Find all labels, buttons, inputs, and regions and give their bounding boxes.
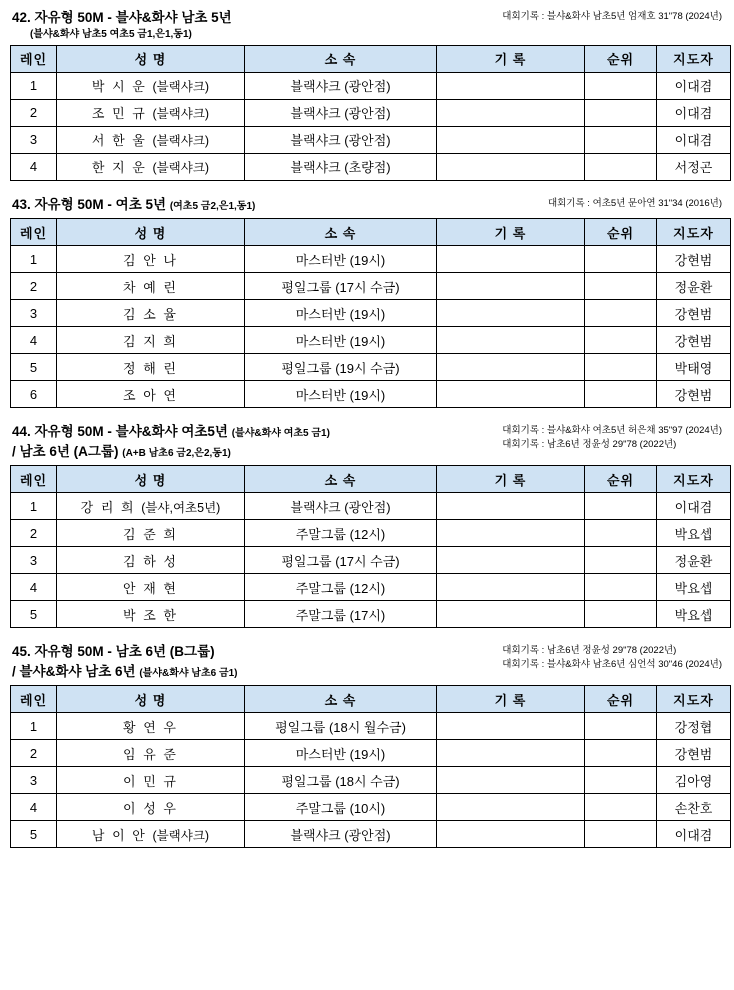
event-titles — [12, 8, 490, 41]
cell-lane: 3 — [11, 547, 57, 574]
table-header-row — [11, 45, 731, 72]
swimmer-name-note: (블랙샤크) — [152, 80, 210, 95]
cell-lane: 6 — [11, 381, 57, 408]
event-block — [10, 422, 724, 628]
cell-record — [437, 300, 585, 327]
event-header — [10, 8, 724, 45]
event-title-line2-text: / 블샤&화샤 남초 6년 — [12, 663, 136, 679]
swimmer-name: 조 아 연 — [123, 387, 178, 403]
event-title-line2-suffix: (블샤&화샤 남초6 금1) — [139, 667, 238, 679]
cell-team: 블랙샤크 (광안점) — [245, 126, 437, 153]
cell-name — [57, 381, 245, 408]
cell-team: 평일그룹 (17시 수금) — [245, 273, 437, 300]
swimmer-name: 김 지 희 — [123, 333, 178, 349]
event-titles — [12, 422, 490, 461]
table-row — [11, 153, 731, 180]
cell-coach: 박요셉 — [657, 601, 731, 628]
cell-lane: 5 — [11, 821, 57, 848]
cell-name — [57, 327, 245, 354]
cell-team: 평일그룹 (18시 수금) — [245, 767, 437, 794]
swimmer-name-note: (블랙샤크) — [152, 134, 210, 149]
swimmer-name-note: (블샤,여초5년) — [141, 500, 221, 515]
table-row — [11, 740, 731, 767]
swimmer-name: 황 연 우 — [123, 719, 178, 735]
cell-name — [57, 547, 245, 574]
column-header-lane: 레인 — [11, 45, 57, 72]
roster-table — [10, 685, 731, 848]
meet-record-list — [490, 642, 722, 672]
event-title — [12, 195, 536, 215]
cell-rank — [585, 246, 657, 273]
cell-lane: 1 — [11, 713, 57, 740]
cell-lane: 4 — [11, 574, 57, 601]
swimmer-name: 박 조 한 — [123, 607, 178, 623]
column-header-record: 기 록 — [437, 219, 585, 246]
swimmer-name: 김 하 성 — [123, 553, 178, 569]
cell-coach: 박요셉 — [657, 520, 731, 547]
cell-name — [57, 72, 245, 99]
swimmer-name: 정 해 린 — [123, 360, 178, 376]
column-header-record: 기 록 — [437, 466, 585, 493]
swimmer-name-note: (블랙샤크) — [152, 828, 210, 843]
column-header-lane: 레인 — [11, 466, 57, 493]
cell-coach: 이대겸 — [657, 126, 731, 153]
swimmer-name: 남 이 안 — [91, 827, 147, 843]
cell-rank — [585, 740, 657, 767]
column-header-record: 기 록 — [437, 45, 585, 72]
cell-name — [57, 574, 245, 601]
column-header-name: 성 명 — [57, 219, 245, 246]
table-row — [11, 300, 731, 327]
table-row — [11, 493, 731, 520]
event-title — [12, 8, 490, 28]
cell-name — [57, 493, 245, 520]
event-header — [10, 642, 724, 685]
event-title-line2 — [12, 442, 490, 462]
cell-name — [57, 246, 245, 273]
cell-lane: 5 — [11, 601, 57, 628]
cell-team: 마스터반 (19시) — [245, 381, 437, 408]
cell-lane: 1 — [11, 246, 57, 273]
cell-coach: 강현범 — [657, 381, 731, 408]
event-title-text: 42. 자유형 50M - 블샤&화샤 남초 5년 — [12, 10, 232, 25]
cell-record — [437, 794, 585, 821]
cell-team: 주말그룹 (12시) — [245, 574, 437, 601]
swimmer-name: 안 재 현 — [123, 580, 178, 596]
cell-rank — [585, 520, 657, 547]
cell-rank — [585, 493, 657, 520]
column-header-coach: 지도자 — [657, 219, 731, 246]
cell-team: 블랙샤크 (광안점) — [245, 99, 437, 126]
cell-coach: 김아영 — [657, 767, 731, 794]
swimmer-name: 차 예 린 — [123, 279, 178, 295]
table-header-row — [11, 686, 731, 713]
cell-team: 마스터반 (19시) — [245, 300, 437, 327]
cell-lane: 1 — [11, 72, 57, 99]
cell-team: 마스터반 (19시) — [245, 740, 437, 767]
cell-record — [437, 493, 585, 520]
cell-team: 주말그룹 (17시) — [245, 601, 437, 628]
event-block — [10, 8, 724, 181]
cell-record — [437, 327, 585, 354]
cell-name — [57, 740, 245, 767]
cell-team: 주말그룹 (10시) — [245, 794, 437, 821]
meet-record-list — [490, 8, 722, 24]
event-block — [10, 642, 724, 848]
event-titles — [12, 195, 536, 215]
event-header — [10, 422, 724, 465]
column-header-rank: 순위 — [585, 686, 657, 713]
cell-record — [437, 520, 585, 547]
table-row — [11, 381, 731, 408]
roster-table — [10, 45, 731, 181]
cell-coach: 이대겸 — [657, 821, 731, 848]
cell-coach: 이대겸 — [657, 493, 731, 520]
meet-record-list — [536, 195, 722, 211]
cell-rank — [585, 381, 657, 408]
event-title-suffix: (여초5 금2,은1,동1) — [169, 200, 256, 212]
cell-record — [437, 354, 585, 381]
cell-name — [57, 794, 245, 821]
roster-table — [10, 465, 731, 628]
swimmer-name: 김 안 나 — [123, 252, 178, 268]
event-title-text: 44. 자유형 50M - 블샤&화샤 여초5년 — [12, 424, 228, 440]
cell-rank — [585, 354, 657, 381]
cell-coach: 이대겸 — [657, 72, 731, 99]
table-header-row — [11, 219, 731, 246]
meet-record: 대회기록 : 블샤&화샤 남초5년 엄재호 31"78 (2024년) — [502, 11, 722, 22]
cell-record — [437, 740, 585, 767]
cell-record — [437, 153, 585, 180]
column-header-coach: 지도자 — [657, 686, 731, 713]
column-header-team: 소 속 — [245, 219, 437, 246]
event-header — [10, 195, 724, 219]
cell-record — [437, 246, 585, 273]
table-row — [11, 767, 731, 794]
column-header-team: 소 속 — [245, 45, 437, 72]
cell-coach: 강현범 — [657, 327, 731, 354]
cell-rank — [585, 601, 657, 628]
cell-name — [57, 767, 245, 794]
cell-coach: 강정협 — [657, 713, 731, 740]
swimmer-name-note: (블랙샤크) — [152, 161, 210, 176]
cell-rank — [585, 72, 657, 99]
cell-rank — [585, 273, 657, 300]
column-header-lane: 레인 — [11, 219, 57, 246]
roster-table — [10, 218, 731, 408]
cell-team: 평일그룹 (18시 월수금) — [245, 713, 437, 740]
table-row — [11, 327, 731, 354]
column-header-coach: 지도자 — [657, 45, 731, 72]
column-header-name: 성 명 — [57, 466, 245, 493]
cell-record — [437, 273, 585, 300]
cell-rank — [585, 300, 657, 327]
cell-name — [57, 126, 245, 153]
table-row — [11, 574, 731, 601]
cell-record — [437, 72, 585, 99]
cell-coach: 박태영 — [657, 354, 731, 381]
cell-lane: 2 — [11, 520, 57, 547]
cell-team: 블랙샤크 (광안점) — [245, 821, 437, 848]
table-row — [11, 601, 731, 628]
table-row — [11, 72, 731, 99]
swimmer-name: 서 한 울 — [91, 133, 147, 149]
cell-name — [57, 153, 245, 180]
swimmer-name: 강 리 희 — [80, 499, 136, 515]
cell-coach: 정윤환 — [657, 547, 731, 574]
cell-name — [57, 520, 245, 547]
cell-lane: 4 — [11, 153, 57, 180]
table-row — [11, 99, 731, 126]
swimmer-name: 이 성 우 — [123, 800, 178, 816]
cell-lane: 1 — [11, 493, 57, 520]
meet-record-list — [490, 422, 722, 452]
cell-lane: 2 — [11, 273, 57, 300]
table-row — [11, 273, 731, 300]
cell-lane: 5 — [11, 354, 57, 381]
column-header-name: 성 명 — [57, 45, 245, 72]
cell-rank — [585, 99, 657, 126]
cell-team: 평일그룹 (19시 수금) — [245, 354, 437, 381]
event-title-suffix: (블샤&화샤 여초5 금1) — [231, 428, 330, 440]
event-title-line2-text: / 남초 6년 (A그룹) — [12, 443, 119, 459]
event-title-line2-suffix: (A+B 남초6 금2,은2,동1) — [122, 447, 231, 459]
cell-name — [57, 300, 245, 327]
cell-team: 평일그룹 (17시 수금) — [245, 547, 437, 574]
cell-record — [437, 574, 585, 601]
cell-record — [437, 767, 585, 794]
cell-coach: 정윤환 — [657, 273, 731, 300]
column-header-lane: 레인 — [11, 686, 57, 713]
cell-rank — [585, 794, 657, 821]
cell-rank — [585, 547, 657, 574]
cell-team: 주말그룹 (12시) — [245, 520, 437, 547]
cell-record — [437, 126, 585, 153]
cell-coach: 이대겸 — [657, 99, 731, 126]
cell-name — [57, 713, 245, 740]
swimmer-name: 김 소 율 — [123, 306, 178, 322]
column-header-team: 소 속 — [245, 686, 437, 713]
swimmer-name: 박 시 운 — [91, 79, 147, 95]
cell-rank — [585, 126, 657, 153]
cell-rank — [585, 821, 657, 848]
event-block — [10, 195, 724, 409]
event-title — [12, 642, 490, 662]
cell-coach: 강현범 — [657, 740, 731, 767]
cell-rank — [585, 327, 657, 354]
table-row — [11, 126, 731, 153]
event-titles — [12, 642, 490, 681]
cell-team: 마스터반 (19시) — [245, 246, 437, 273]
cell-name — [57, 273, 245, 300]
cell-team: 마스터반 (19시) — [245, 327, 437, 354]
column-header-name: 성 명 — [57, 686, 245, 713]
cell-lane: 3 — [11, 300, 57, 327]
table-row — [11, 354, 731, 381]
cell-coach: 강현범 — [657, 246, 731, 273]
cell-team: 블랙샤크 (광안점) — [245, 493, 437, 520]
column-header-rank: 순위 — [585, 45, 657, 72]
cell-lane: 4 — [11, 327, 57, 354]
event-title-line2 — [12, 662, 490, 682]
column-header-rank: 순위 — [585, 466, 657, 493]
table-row — [11, 794, 731, 821]
cell-record — [437, 601, 585, 628]
cell-rank — [585, 767, 657, 794]
swimmer-name: 임 유 준 — [123, 746, 178, 762]
cell-rank — [585, 574, 657, 601]
cell-name — [57, 354, 245, 381]
meet-record: 대회기록 : 남초6년 정윤성 29"78 (2022년) — [502, 645, 677, 657]
meet-record: 대회기록 : 블샤&화샤 남초6년 심언석 30"46 (2024년) — [502, 659, 722, 671]
swimmer-name: 이 민 규 — [123, 773, 178, 789]
cell-rank — [585, 153, 657, 180]
cell-record — [437, 713, 585, 740]
table-header-row — [11, 466, 731, 493]
cell-coach: 강현범 — [657, 300, 731, 327]
meet-record: 대회기록 : 블샤&화샤 여초5년 허은채 35"97 (2024년) — [502, 425, 722, 437]
column-header-team: 소 속 — [245, 466, 437, 493]
swimmer-name: 조 민 규 — [91, 106, 147, 122]
cell-lane: 2 — [11, 99, 57, 126]
cell-name — [57, 99, 245, 126]
event-title-text: 43. 자유형 50M - 여초 5년 — [12, 196, 167, 212]
meet-record: 대회기록 : 여초5년 문아연 31"34 (2016년) — [547, 197, 722, 209]
event-title — [12, 422, 490, 442]
column-header-coach: 지도자 — [657, 466, 731, 493]
cell-record — [437, 381, 585, 408]
event-title-text: 45. 자유형 50M - 남초 6년 (B그룹) — [12, 644, 215, 660]
cell-record — [437, 99, 585, 126]
swimmer-name: 한 지 운 — [91, 160, 147, 176]
table-row — [11, 821, 731, 848]
table-row — [11, 520, 731, 547]
table-row — [11, 713, 731, 740]
cell-coach: 서정곤 — [657, 153, 731, 180]
column-header-record: 기 록 — [437, 686, 585, 713]
meet-record: 대회기록 : 남초6년 정윤성 29"78 (2022년) — [502, 438, 677, 450]
swimmer-name: 김 준 희 — [123, 526, 178, 542]
cell-team: 블랙샤크 (광안점) — [245, 72, 437, 99]
cell-lane: 4 — [11, 794, 57, 821]
cell-coach: 손찬호 — [657, 794, 731, 821]
column-header-rank: 순위 — [585, 219, 657, 246]
swimmer-name-note: (블랙샤크) — [152, 107, 210, 122]
cell-lane: 2 — [11, 740, 57, 767]
cell-lane: 3 — [11, 126, 57, 153]
cell-team: 블랙샤크 (초량점) — [245, 153, 437, 180]
cell-name — [57, 601, 245, 628]
cell-lane: 3 — [11, 767, 57, 794]
events-container — [10, 8, 724, 848]
event-subtitle: (블샤&화샤 남초5 여초5 금1,은1,동1) — [30, 28, 192, 40]
table-row — [11, 547, 731, 574]
cell-record — [437, 547, 585, 574]
cell-name — [57, 821, 245, 848]
cell-rank — [585, 713, 657, 740]
table-row — [11, 246, 731, 273]
cell-record — [437, 821, 585, 848]
cell-coach: 박요셉 — [657, 574, 731, 601]
